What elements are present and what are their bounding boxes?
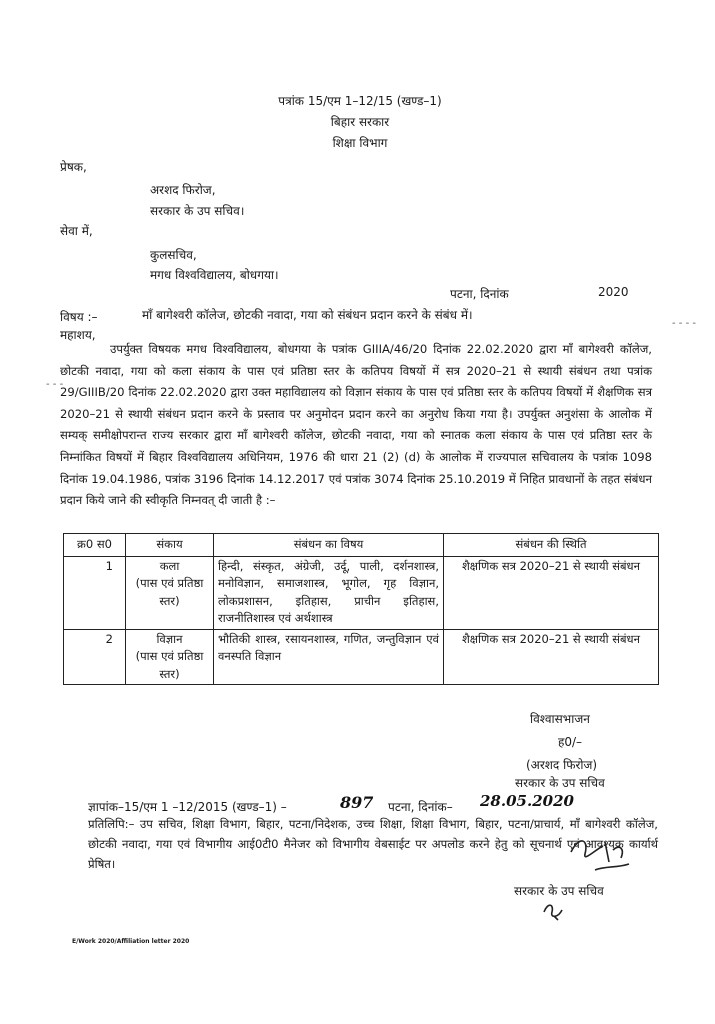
header-serial: क्र0 स0 xyxy=(64,534,126,557)
signed-mark: ह0/– xyxy=(558,735,583,749)
signatory-designation: सरकार के उप सचिव xyxy=(515,776,605,790)
row-subjects: भौतिकी शास्त्र, रसायनशास्त्र, गणित, जन्तुविज्ञान एवं वनस्पति विज्ञान xyxy=(214,629,444,685)
margin-mark-right: - - - - xyxy=(672,318,696,329)
margin-mark-left: - - - xyxy=(46,379,64,390)
subject-label: विषय :– xyxy=(60,310,98,324)
memo-handwritten-number: 897 xyxy=(340,793,374,812)
table-header-row xyxy=(64,534,659,557)
memo-number: ज्ञापांक–15/एम 1 –12/2015 (खण्ड–1) – xyxy=(88,800,287,814)
body-paragraph: उपर्युक्त विषयक मगध विश्वविद्यालय, बोधगया के पत्रांक GIIIA/46/20 दिनांक 22.02.2020 द्वारा माँ बागेश्वरी कॉलेज, छोटकी नवादा, गया को कला संकाय के पास एवं प्रतिष्ठा स्तर के कतिपय विषयों में सत्र 2020–21 से स्थायी संबंधन तथा पत्रांक 29/GIIIB/20 दिनांक 22.02.2020 द्वारा उक्त महाविद्यालय को विज्ञान संकाय के पास एवं प्रतिष्ठा स्तर के कतिपय विषयों में शैक्षणिक सत्र 2020–21 से स्थायी संबंधन प्रदान करने के प्रस्ताव पर अनुमोदन प्रदान करने का अनुरोध किया गया है। उपर्युक्त अनुशंसा के आलोक में सम्यक् समीक्षोपरान्त राज्य सरकार द्वारा माँ बागेश्वरी कॉलेज, छोटकी नवादा, गया को स्नातक कला संकाय के पास एवं प्रतिष्ठा स्तर के निम्नांकित विषयों में बिहार विश्वविद्यालय अधिनियम, 1976 की धारा 21 (2) (d) के आलोक में राज्यपाल सचिवालय के पत्रांक 1098 दिनांक 19.04.1986, पत्रांक 3196 दिनांक 14.12.2017 एवं पत्रांक 3074 दिनांक 25.10.2019 में निहित प्रावधानों के तहत संबंधन प्रदान किये जाने की स्वीकृति निम्नवत् दी जाती है :– xyxy=(60,342,652,508)
signatory-name: (अरशद फिरोज) xyxy=(526,758,598,772)
department-name: शिक्षा विभाग xyxy=(332,136,388,150)
salutation: महाशय, xyxy=(60,328,96,342)
header-faculty: संकाय xyxy=(126,534,214,557)
sender-designation: सरकार के उप सचिव। xyxy=(150,204,245,218)
header-subjects: संबंधन का विषय xyxy=(214,534,444,557)
row-status: शैक्षणिक सत्र 2020–21 से स्थायी संबंधन xyxy=(444,556,659,629)
row-faculty: विज्ञान xyxy=(156,631,183,646)
row-status: शैक्षणिक सत्र 2020–21 से स्थायी संबंधन xyxy=(444,629,659,685)
final-designation: सरकार के उप सचिव xyxy=(514,884,604,898)
table-row xyxy=(64,556,659,629)
government-name: बिहार सरकार xyxy=(330,115,390,129)
copy-to-text: प्रतिलिपि:– उप सचिव, शिक्षा विभाग, बिहार, पटना/निदेशक, उच्च शिक्षा, शिक्षा विभाग, बिहार, पटना/प्राचार्य, माँ बागेश्वरी कॉलेज, छोटकी नवादा, गया एवं विभागीय आई0टी0 मैनेजर को विभागीय वेबसाईट पर अपलोड करने हेतु को सूचनार्थ एवं आवश्यक कार्यार्थ प्रेषित। xyxy=(88,817,658,871)
header-status: संबंधन की स्थिति xyxy=(444,534,659,557)
row-faculty-cell xyxy=(126,556,214,629)
row-faculty: कला xyxy=(159,558,180,573)
affiliation-table xyxy=(63,533,659,685)
subject-text: माँ बागेश्वरी कॉलेज, छोटकी नवादा, गया को संबंधन प्रदान करने के संबंध में। xyxy=(142,308,473,322)
row-serial: 2 xyxy=(64,629,126,685)
memo-handwritten-date: 28.05.2020 xyxy=(480,792,574,810)
handwritten-initial-scribble xyxy=(565,832,635,878)
table-row xyxy=(64,629,659,685)
row-level: (पास एवं प्रतिष्ठा स्तर) xyxy=(135,649,204,681)
recipient-name: कुलसचिव, xyxy=(150,248,197,262)
sender-name: अरशद फिरोज, xyxy=(150,183,216,197)
recipient-label: सेवा में, xyxy=(60,224,93,238)
recipient-org: मगध विश्वविद्यालय, बोधगया। xyxy=(150,268,279,282)
closing: विश्वासभाजन xyxy=(530,712,590,726)
date-place-label: पटना, दिनांक xyxy=(450,287,509,301)
row-subjects: हिन्दी, संस्कृत, अंग्रेजी, उर्दू, पाली, दर्शनशास्त्र, मनोविज्ञान, समाजशास्त्र, भूगोल, गृह विज्ञान, लोकप्रशासन, इतिहास, प्राचीन इतिहास, राजनीतिशास्त्र एवं अर्थशास्त्र xyxy=(214,556,444,629)
memo-place-date-label: पटना, दिनांक– xyxy=(388,800,453,814)
row-serial: 1 xyxy=(64,556,126,629)
date-year: 2020 xyxy=(598,285,629,299)
row-faculty-cell xyxy=(126,629,214,685)
letter-number: पत्रांक 15/एम 1–12/15 (खण्ड–1) xyxy=(278,94,442,108)
row-level: (पास एवं प्रतिष्ठा स्तर) xyxy=(135,576,204,608)
sender-label: प्रेषक, xyxy=(60,160,87,174)
file-code: E/Work 2020/Affiliation letter 2020 xyxy=(72,938,190,945)
handwritten-signature xyxy=(540,900,570,922)
